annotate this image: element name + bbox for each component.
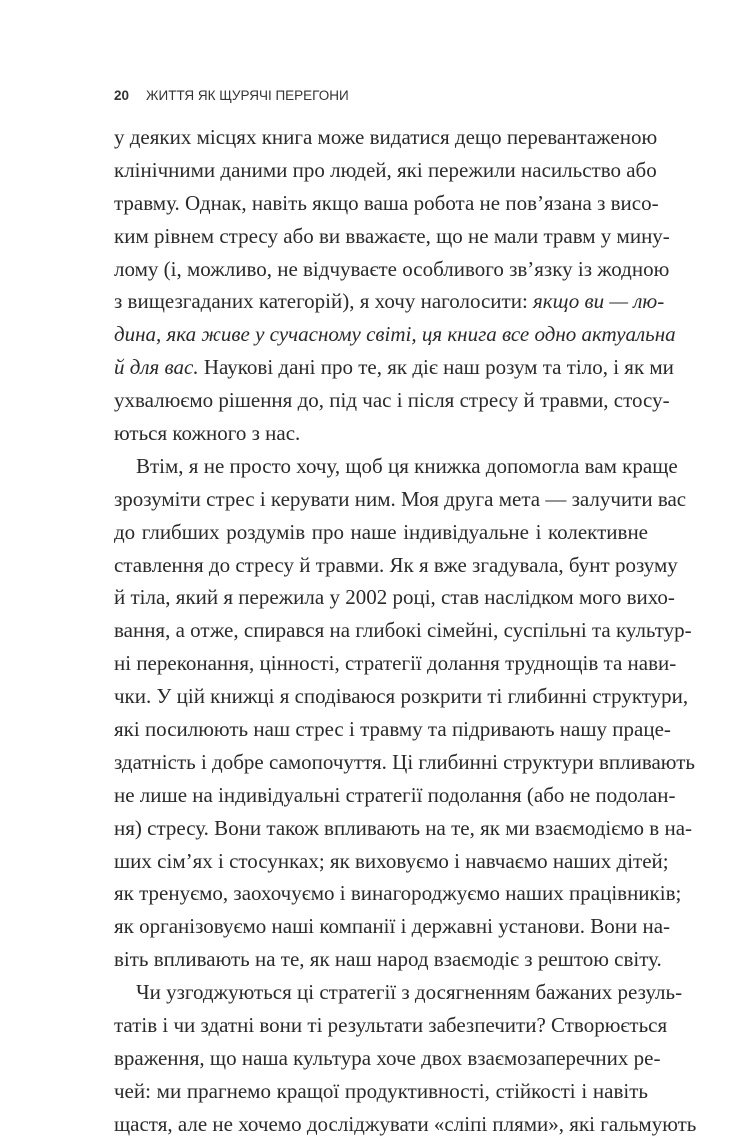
text-segment: лому (і, можливо, не відчуваєте особливого зв’язку із жодною bbox=[114, 256, 670, 281]
text-line bbox=[114, 384, 670, 417]
text-segment: клінічними даними про людей, які пережили насильство або bbox=[114, 157, 657, 182]
text-segment: вання, а отже, спирався на глибокі сімейні, суспільні та культур- bbox=[114, 618, 692, 643]
text-segment: здатність і добре самопочуття. Ці глибинні структури впливають bbox=[114, 749, 695, 774]
text-line bbox=[114, 1009, 668, 1042]
text-segment: чки. У цій книжці я сподіваюся розкрити ті глибинні структури, bbox=[114, 684, 689, 709]
text-line bbox=[114, 581, 675, 614]
text-segment: як тренуємо, заохочуємо і винагороджуємо наших працівників; bbox=[114, 881, 682, 906]
text-line bbox=[114, 779, 676, 812]
text-line bbox=[114, 910, 671, 943]
text-line bbox=[114, 483, 687, 516]
text-line bbox=[114, 549, 678, 582]
text-segment: ні переконання, цінності, стратегії долання труднощів та нави- bbox=[114, 651, 677, 676]
text-line bbox=[114, 1075, 648, 1108]
emphasis-text: якщо ви — лю- bbox=[533, 289, 665, 314]
text-line bbox=[114, 285, 665, 318]
text-line bbox=[114, 1042, 661, 1075]
text-segment: віть впливають на те, як наш народ взаємодіє з рештою світу. bbox=[114, 947, 662, 972]
text-line bbox=[114, 318, 676, 351]
text-segment: чей: ми прагнемо кращої продуктивності, стійкості і навіть bbox=[114, 1078, 648, 1103]
text-segment: з вищезгаданих категорій), я хочу наголосити: bbox=[114, 289, 534, 314]
text-segment: Чи узгоджуються ці стратегії з досягненням бажаних резуль- bbox=[136, 980, 683, 1005]
text-line bbox=[114, 812, 693, 845]
text-segment: ставлення до стресу й травми. Як я вже згадувала, бунт розуму bbox=[114, 552, 678, 577]
text-line bbox=[114, 845, 669, 878]
text-segment: татів і чи здатні вони ті результати забезпечити? Створюється bbox=[114, 1013, 668, 1038]
text-segment: травму. Однак, навіть якщо ваша робота не пов’язана з висо- bbox=[114, 190, 659, 215]
text-segment: враження, що наша культура хоче двох взаємозаперечних ре- bbox=[114, 1045, 661, 1070]
text-line bbox=[114, 220, 670, 253]
emphasis-text: дина, яка живе у сучасному світі, ця книга все одно актуальна bbox=[114, 322, 676, 347]
text-segment: ня) стресу. Вони також впливають на те, як ми взаємодіємо в на- bbox=[114, 815, 693, 840]
text-segment: ким рівнем стресу або ви вважаєте, що не мали травм у мину- bbox=[114, 223, 670, 248]
text-segment: ших сім’ях і стосунках; як виховуємо і навчаємо наших дітей; bbox=[114, 848, 669, 873]
text-line bbox=[114, 943, 662, 976]
text-line bbox=[114, 680, 689, 713]
text-line bbox=[114, 450, 678, 483]
text-segment: ухвалюємо рішення до, під час і після стресу й травми, стосу- bbox=[114, 388, 670, 413]
body-text bbox=[114, 121, 697, 1141]
text-line bbox=[114, 1108, 697, 1141]
text-line bbox=[114, 877, 682, 910]
text-line bbox=[114, 417, 648, 450]
text-segment: не лише на індивідуальні стратегії подолання (або не подолан- bbox=[114, 782, 676, 807]
text-segment: Втім, я не просто хочу, щоб ця книжка допомогла вам краще bbox=[136, 453, 678, 478]
text-line bbox=[114, 253, 670, 286]
text-line bbox=[114, 351, 674, 384]
page-number: 20 bbox=[114, 88, 130, 103]
text-line bbox=[114, 614, 692, 647]
text-segment: Наукові дані про те, як діє наш розум та тіло, і як ми bbox=[198, 355, 674, 380]
text-segment: які посилюють наш стрес і травму та підривають нашу праце- bbox=[114, 717, 671, 742]
running-header bbox=[114, 88, 349, 103]
text-line bbox=[114, 154, 657, 187]
text-line bbox=[114, 713, 671, 746]
text-segment: щастя, але не хочемо досліджувати «сліпі плями», які гальмують bbox=[114, 1111, 697, 1136]
text-line bbox=[114, 121, 658, 154]
text-segment: у деяких місцях книга може видатися дещо перевантаженою bbox=[114, 125, 658, 149]
text-line bbox=[114, 187, 659, 220]
text-segment: й тіла, який я пережила у 2002 році, став наслідком мого вихо- bbox=[114, 585, 675, 610]
text-line bbox=[114, 516, 648, 549]
text-segment: як організовуємо наші компанії і державні установи. Вони на- bbox=[114, 914, 671, 939]
text-line bbox=[114, 976, 683, 1009]
running-title: ЖИТТЯ ЯК ЩУРЯЧІ ПЕРЕГОНИ bbox=[146, 88, 349, 103]
text-segment: ються кожного з нас. bbox=[114, 421, 301, 446]
text-segment: до глибших роздумів про наше індивідуальне і колективне bbox=[114, 519, 648, 544]
text-segment: зрозуміти стрес і керувати ним. Моя друга мета — залучити вас bbox=[114, 486, 687, 511]
text-line bbox=[114, 647, 677, 680]
emphasis-text: й для вас. bbox=[114, 355, 199, 380]
text-line bbox=[114, 746, 695, 779]
